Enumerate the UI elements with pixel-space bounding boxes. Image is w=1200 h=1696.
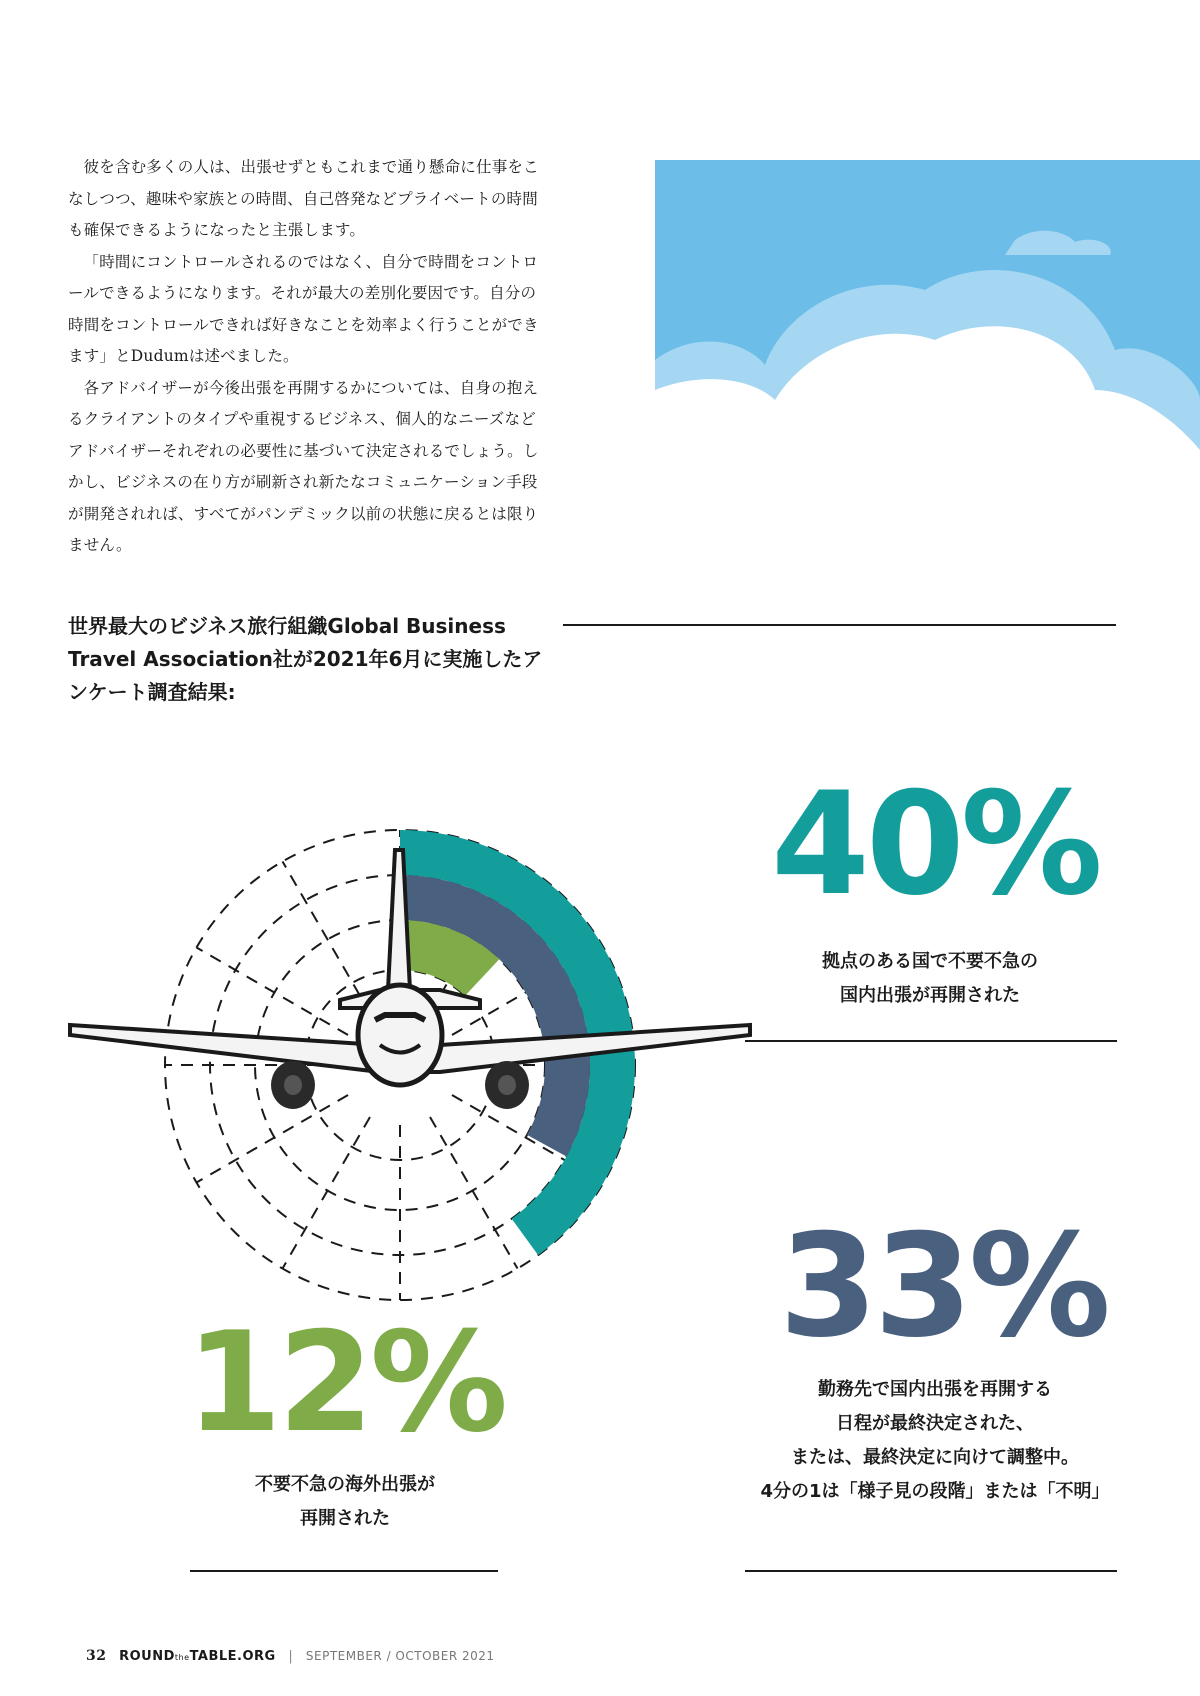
page-number: 32 <box>86 1648 107 1664</box>
caption-line: 拠点のある国で不要不急の <box>822 951 1038 972</box>
caption-line: 再開された <box>300 1508 390 1529</box>
stat-33-caption <box>735 1373 1135 1509</box>
stat-40-rule <box>745 1040 1117 1042</box>
stat-33-rule <box>745 1570 1117 1572</box>
paragraph: 「時間にコントロールされるのではなく、自分で時間をコントロールできるようになります。それが最大の差別化要因です。自分の時間をコントロールできれば好きなことを効率よく行うことができます」とDudumは述べました。 <box>68 252 539 365</box>
stat-12-rule <box>190 1570 498 1572</box>
issue-date: SEPTEMBER / OCTOBER 2021 <box>305 1649 495 1663</box>
caption-line: 勤務先で国内出張を再開する <box>818 1379 1052 1400</box>
footer-separator: | <box>288 1649 294 1664</box>
radar-spoke <box>430 1117 518 1269</box>
caption-line: または、最終決定に向けて調整中。 <box>791 1447 1079 1468</box>
paragraph: 彼を含む多くの人は、出張せずともこれまで通り懸命に仕事をこなしつつ、趣味や家族との時間、自己啓発などプライベートの時間も確保できるようになったと主張します。 <box>68 158 539 239</box>
caption-line: 4分の1は「様子見の段階」または「不明」 <box>760 1481 1110 1502</box>
stat-40-caption <box>760 945 1100 1013</box>
paragraph: 各アドバイザーが今後出張を再開するかについては、自身の抱えるクライアントのタイプや重視するビジネス、個人的なニーズなどアドバイザーそれぞれの必要性に基づいて決定されるでしょう。しかし、ビジネスの在り方が刷新され新たなコミュニケーション手段が開発されれば、すべてがパンデミック以前の状態に戻るとは限りません。 <box>68 378 539 554</box>
radar-spoke <box>283 1117 371 1269</box>
stat-40-percent: 40% <box>771 762 1099 927</box>
radar-spoke <box>196 1095 348 1183</box>
stat-12-percent: 12% <box>185 1302 505 1463</box>
body-text <box>68 152 550 562</box>
survey-heading: 世界最大のビジネス旅行組織Global Business Travel Association社が2021年6月に実施したアンケート調査結果: <box>68 614 543 704</box>
radar-chart <box>60 790 760 1310</box>
caption-line: 国内出張が再開された <box>840 985 1020 1006</box>
stat-12-caption <box>195 1468 495 1536</box>
radar-spoke <box>196 948 348 1036</box>
caption-line: 不要不急の海外出張が <box>255 1474 435 1495</box>
radar-spoke <box>283 861 371 1013</box>
page-footer <box>86 1648 495 1664</box>
heading-rule <box>563 624 1116 626</box>
stat-33-percent: 33% <box>779 1204 1107 1369</box>
sky-cloud-illustration <box>655 160 1200 525</box>
caption-line: 日程が最終決定された、 <box>836 1413 1034 1434</box>
brand-logo: ROUNDtheTABLE.ORG <box>119 1649 276 1664</box>
